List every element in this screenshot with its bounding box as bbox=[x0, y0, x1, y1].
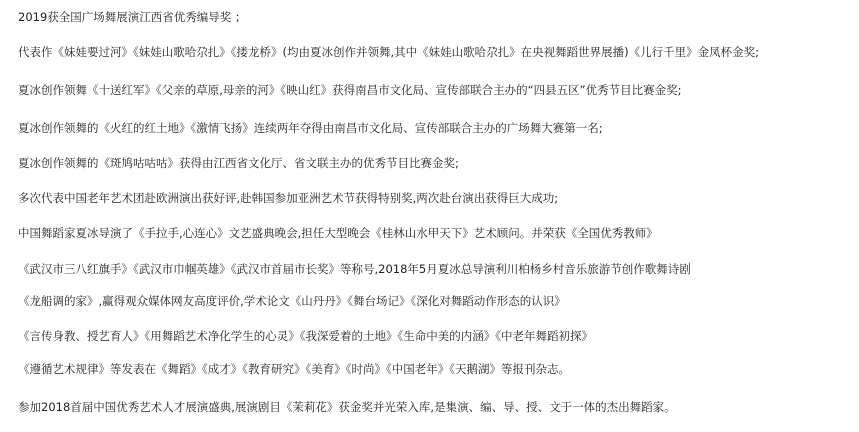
text-line: 《武汉市三八红旗手》《武汉市巾帼英雄》《武汉市首届市长奖》等称号,2018年5月夏冰总导演利川柏杨乡村音乐旅游节创作歌舞诗剧 bbox=[18, 262, 691, 276]
text-line: 2019获全国广场舞展演江西省优秀编导奖 ； bbox=[18, 10, 247, 24]
text-line: 《遵循艺术规律》等发表在《舞蹈》《成才》《教育研究》《美育》《时尚》《中国老年》《天鹅湖》等报刊杂志。 bbox=[18, 362, 570, 376]
text-line: 代表作《妹娃要过河》《妹娃山歌哈尕扎》《搂龙桥》(均由夏冰创作并领舞,其中《妹娃山歌哈尕扎》在央视舞蹈世界展播)《儿行千里》金凤杯金奖; bbox=[18, 45, 759, 59]
text-line: 《言传身教、授艺育人》《用舞蹈艺术净化学生的心灵》《我深爱着的土地》《生命中美的内涵》《中老年舞蹈初探》 bbox=[18, 329, 593, 343]
text-line: 《龙船调的家》,赢得观众媒体网友高度评价,学术论文《山丹丹》《舞台场记》《深化对舞蹈动作形态的认识》 bbox=[18, 294, 566, 308]
text-line: 夏冰创作领舞的《火红的红土地》《激情飞扬》连续两年夺得由南昌市文化局、宣传部联合主办的广场舞大赛第一名; bbox=[18, 121, 603, 135]
text-line: 中国舞蹈家夏冰导演了《手拉手,心连心》文艺盛典晚会,担任大型晚会《桂林山水甲天下》艺术顾问。并荣获《全国优秀教师》 bbox=[18, 226, 658, 240]
text-line: 参加2018首届中国优秀艺术人才展演盛典,展演剧目《茉莉花》获金奖并光荣入库,是集演、编、导、授、文于一体的杰出舞蹈家。 bbox=[18, 400, 676, 414]
text-line: 多次代表中国老年艺术团赴欧洲演出获好评,赴韩国参加亚洲艺术节获得特别奖,两次赴台演出获得巨大成功; bbox=[18, 191, 559, 205]
text-line: 夏冰创作领舞的《斑鸠咕咕咕》获得由江西省文化厅、省文联主办的优秀节目比赛金奖; bbox=[18, 156, 459, 170]
text-line: 夏冰创作领舞《十送红军》《父亲的草原,母亲的河》《映山红》获得南昌市文化局、宣传部联合主办的“四县五区”优秀节目比赛金奖; bbox=[18, 83, 682, 97]
